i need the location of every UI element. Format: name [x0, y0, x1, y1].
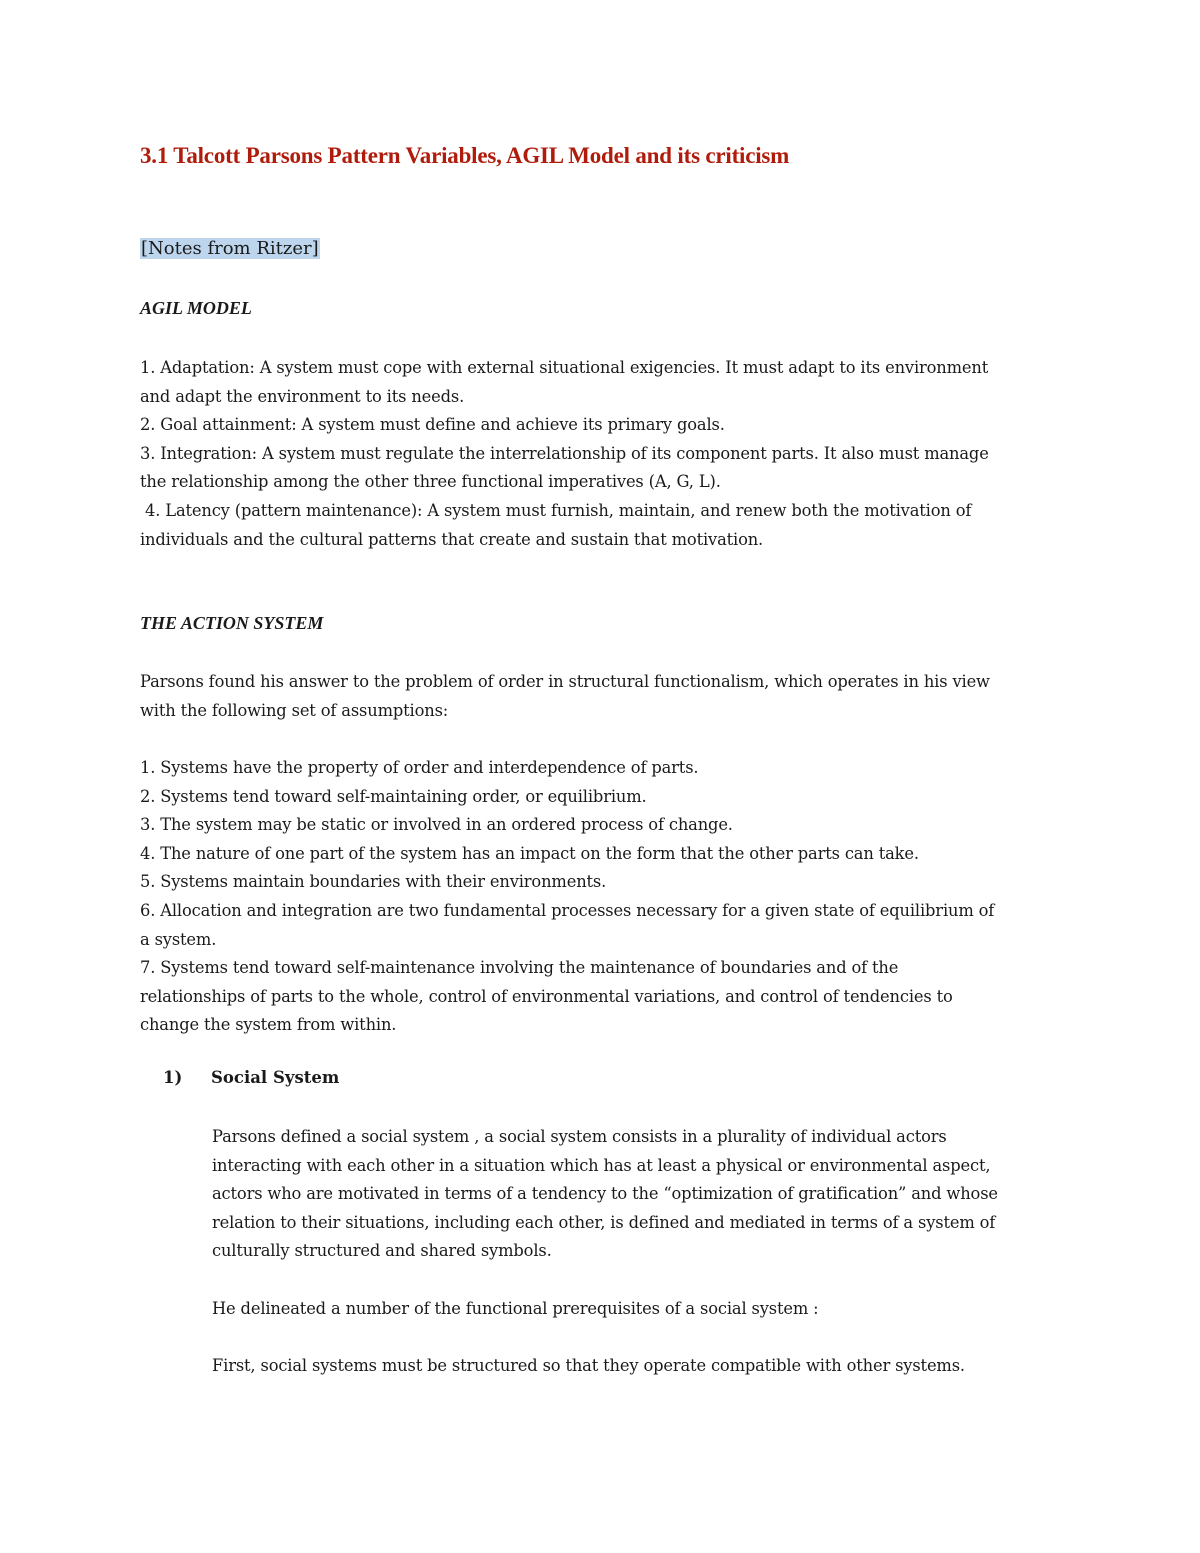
social-system-title: Social System	[211, 1068, 340, 1087]
document-title: 3.1 Talcott Parsons Pattern Variables, AGIL Model and its criticism	[140, 143, 790, 168]
assumption-line: 4. The nature of one part of the system has an impact on the form that the other parts can take.	[140, 843, 919, 863]
assumption-line: a system.	[140, 929, 217, 949]
source-note-highlight: [Notes from Ritzer]	[141, 238, 319, 259]
action-intro-line: with the following set of assumptions:	[140, 700, 449, 720]
agil-line: individuals and the cultural patterns that create and sustain that motivation.	[140, 529, 764, 549]
assumption-line: 7. Systems tend toward self-maintenance involving the maintenance of boundaries and of the	[140, 958, 899, 978]
agil-heading: AGIL MODEL	[140, 298, 252, 318]
assumption-line: 2. Systems tend toward self-maintaining order, or equilibrium.	[140, 786, 647, 806]
action-system-heading: THE ACTION SYSTEM	[140, 613, 324, 633]
prerequisites-paragraph	[212, 1295, 1072, 1324]
definition-line: Parsons defined a social system , a social system consists in a plurality of individual actors	[212, 1127, 947, 1146]
agil-line: and adapt the environment to its needs.	[140, 386, 465, 406]
assumption-line: relationships of parts to the whole, control of environmental variations, and control of tendencies to	[140, 986, 953, 1006]
assumption-line: change the system from within.	[140, 1015, 397, 1035]
action-intro	[140, 668, 1060, 725]
definition-line: interacting with each other in a situation which has at least a physical or environmental aspect,	[212, 1155, 991, 1175]
social-system-definition	[212, 1123, 1072, 1266]
definition-line: actors who are motivated in terms of a tendency to the “optimization of gratification” and whose	[212, 1184, 998, 1204]
assumption-line: 5. Systems maintain boundaries with their environments.	[140, 872, 607, 892]
first-prerequisite-line: First, social systems must be structured so that they operate compatible with other systems.	[212, 1356, 965, 1375]
agil-line: 1. Adaptation: A system must cope with external situational exigencies. It must adapt to its environment	[140, 358, 989, 377]
definition-line: culturally structured and shared symbols.	[212, 1241, 552, 1261]
source-note	[140, 236, 320, 262]
assumptions-list	[140, 754, 1060, 1040]
agil-line: 2. Goal attainment: A system must define and achieve its primary goals.	[140, 415, 725, 435]
agil-line: the relationship among the other three functional imperatives (A, G, L).	[140, 472, 721, 492]
definition-line: relation to their situations, including each other, is defined and mediated in terms of a system of	[212, 1212, 996, 1232]
assumption-line: 1. Systems have the property of order and interdependence of parts.	[140, 758, 699, 777]
agil-line: 4. Latency (pattern maintenance): A system must furnish, maintain, and renew both the motivation of	[140, 500, 972, 520]
agil-list	[140, 354, 1060, 554]
prerequisites-line: He delineated a number of the functional prerequisites of a social system :	[212, 1299, 819, 1318]
social-system-heading	[163, 1068, 339, 1087]
action-intro-line: Parsons found his answer to the problem of order in structural functionalism, which operates in his view	[140, 672, 990, 691]
assumption-line: 6. Allocation and integration are two fundamental processes necessary for a given state of equilibrium of	[140, 900, 995, 920]
assumption-line: 3. The system may be static or involved in an ordered process of change.	[140, 815, 733, 835]
social-system-number: 1)	[163, 1068, 183, 1087]
agil-line: 3. Integration: A system must regulate the interrelationship of its component parts. It also must manage	[140, 443, 989, 463]
first-prerequisite-paragraph	[212, 1352, 1072, 1381]
